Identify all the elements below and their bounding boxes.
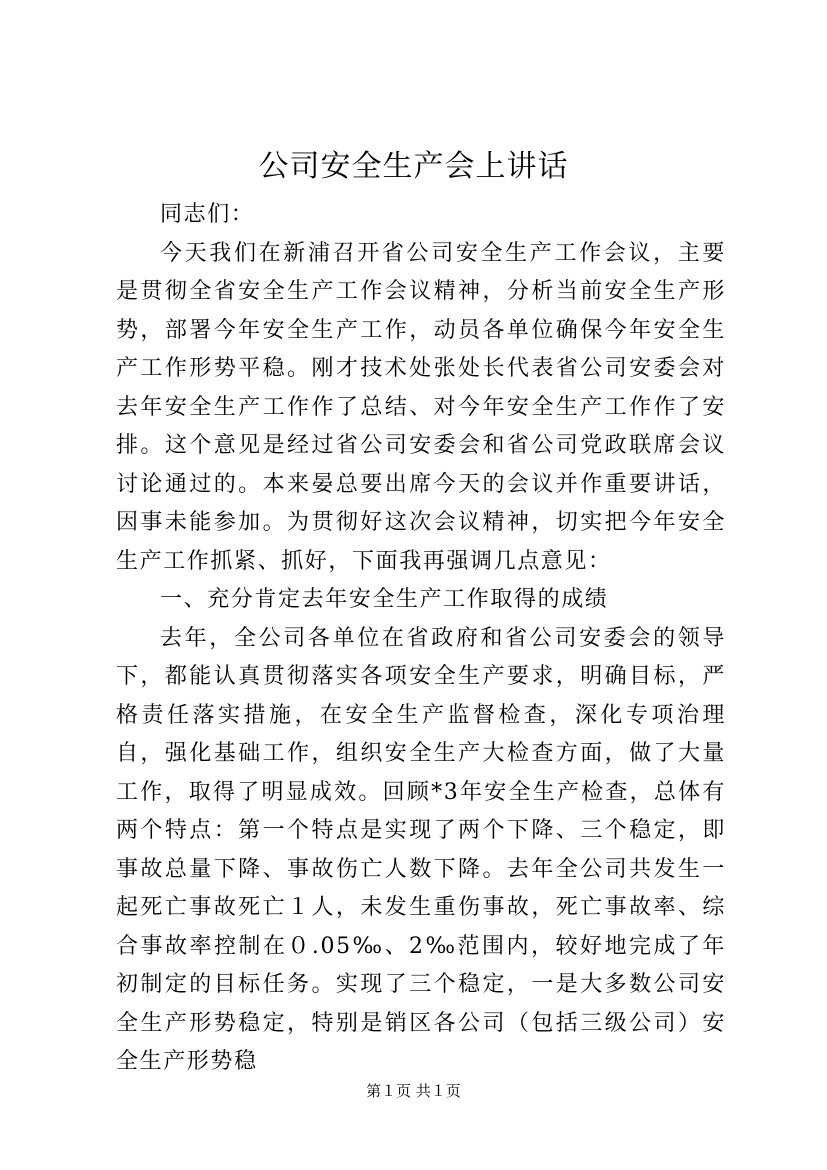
document-body <box>116 196 726 1082</box>
document-title: 公司安全生产会上讲话 <box>258 149 569 184</box>
page-number-footer: 第１页 共１页 <box>366 1082 461 1100</box>
body-paragraph: 今天我们在新浦召开省公司安全生产工作会议，主要是贯彻全省安全生产工作会议精神，分析当前安全生产形势，部署今年安全生产工作，动员各单位确保今年安全生产工作形势平稳。刚才技术处张处长代表省公司安委会对去年安全生产工作作了总结、对今年安全生产工作作了安排。这个意见是经过省公司安委会和省公司党政联席会议讨论通过的。本来晏总要出席今天的会议并作重要讲话，因事未能参加。为贯彻好这次会议精神，切实把今年安全生产工作抓紧、抓好，下面我再强调几点意见： <box>116 240 726 574</box>
section-heading: 一、充分肯定去年安全生产工作取得的成绩 <box>160 587 609 612</box>
section-paragraph: 去年，全公司各单位在省政府和省公司安委会的领导下，都能认真贯彻落实各项安全生产要求，明确目标，严格责任落实措施，在安全生产监督检查，深化专项治理自，强化基础工作，组织安全生产大检查方面，做了大量工作，取得了明显成效。回顾*3年安全生产检查，总体有两个特点：第一个特点是实现了两个下降、三个稳定，即事故总量下降、事故伤亡人数下降。去年全公司共发生一起死亡事故死亡１人，未发生重伤事故，死亡事故率、综合事故率控制在０.05‰、2‰范围内，较好地完成了年初制定的目标任务。实现了三个稳定，一是大多数公司安全生产形势稳定，特别是销区各公司（包括三级公司）安全生产形势稳 <box>116 625 726 1074</box>
salutation: 同志们： <box>160 202 255 227</box>
